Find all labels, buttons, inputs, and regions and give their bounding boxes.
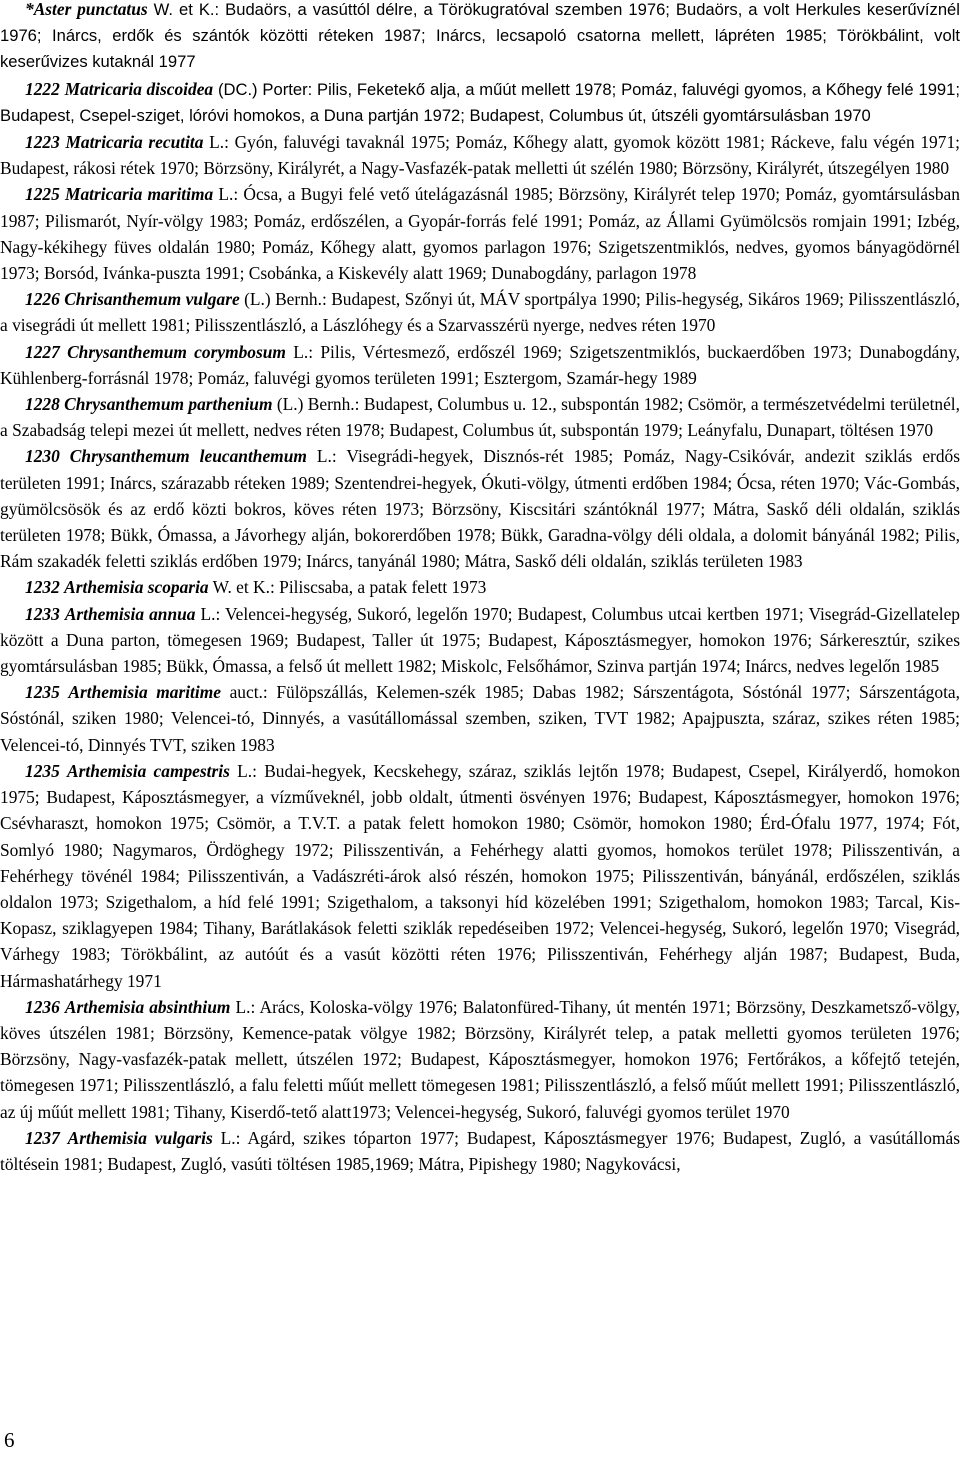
- entry-separator: :: [233, 184, 239, 205]
- entry-number: 1228: [25, 394, 60, 415]
- entry-separator: :: [250, 996, 256, 1017]
- species-author: (L.) Bernh.: [239, 289, 322, 310]
- entry-separator: :: [308, 341, 314, 362]
- entry-number: 1225: [25, 184, 60, 205]
- entry-number: 1223: [25, 132, 60, 153]
- entry-1233: [0, 601, 960, 680]
- species-author: W. et K.: [147, 0, 215, 19]
- entry-1223: [0, 129, 960, 181]
- entry-localities: Budaörs, a vasúttól délre, a Törökugratóval szemben 1976; Budaörs, a volt Herkules keserűvíznél 1976; Inárcs, erdők és szántók közötti réteken 1987; Inárcs, lecsapoló csatorna mellett, lápréten 1985; Törökbálint, volt keserűvizes kutaknál 1977: [0, 0, 960, 72]
- species-name: Chrisanthemum vulgare: [64, 289, 240, 310]
- entry-number: 1222: [25, 78, 60, 99]
- entry-1230: [0, 443, 960, 574]
- species-name: Arthemisia vulgaris: [67, 1127, 213, 1148]
- species-name: Matricaria recutita: [65, 132, 204, 153]
- entry-1226: [0, 286, 960, 338]
- species-name: Arthemisia annua: [64, 603, 196, 624]
- entry-number: 1230: [25, 446, 60, 467]
- entry-1228: [0, 391, 960, 443]
- entry-number: 1236: [25, 996, 60, 1017]
- entry-1237: [0, 1125, 960, 1177]
- species-name: Arthemisia absinthium: [64, 996, 231, 1017]
- entry-separator: :: [252, 760, 257, 781]
- entry-number: 1233: [25, 603, 60, 624]
- entry-localities: Budapest, Columbus u. 12., subspontán 1982; Csömör, a természetvédelmi területnél, a Szabadság telepi mezei út mellett, nedves réten 1978; Budapest, Columbus út, subspontán 1979; Leányfalu, Dunapart, töltésen 1970: [0, 394, 960, 441]
- species-name: Arthemisia maritime: [68, 682, 221, 703]
- species-author: L.: [213, 184, 234, 205]
- species-author: L.: [203, 132, 225, 153]
- entry-separator: :: [262, 682, 268, 703]
- species-name: Chrysanthemum leucanthemum: [69, 446, 307, 467]
- entry-number: 1237: [25, 1127, 60, 1148]
- species-name: Arthemisia campestris: [67, 760, 230, 781]
- entry-1235-campestris: [0, 758, 960, 994]
- species-author: L.: [229, 760, 253, 781]
- entry-localities: Budapest, Szőnyi út, MÁV sportpálya 1990; Pilis-hegység, Sikáros 1969; Pilisszentlászló, a visegrádi út mellett 1981; Pilisszentlászló, a Lászlóhegy és a Szarvasszérü nyerge, nedves réten 1970: [0, 289, 960, 336]
- species-author: L.: [230, 996, 251, 1017]
- entry-1222: [0, 76, 960, 129]
- entry-localities: Agárd, szikes tóparton 1977; Budapest, Káposztásmegyer 1976; Budapest, Zugló, a vasútállomás töltésein 1981; Budapest, Zugló, vasúti töltésen 1985,1969; Mátra, Pipishegy 1980; Nagykovácsi,: [0, 1127, 960, 1174]
- entry-localities: Arács, Koloska-völgy 1976; Balatonfüred-Tihany, út mentén 1971; Börzsöny, Deszkametsző-völgy, köves útszélen 1981; Börzsöny, Kemence-patak völgye 1982; Börzsöny, Királyrét telep, a patak melletti gyomos területen 1976; Börzsöny, Nagy-vasfazék-patak mellett, útszélen 1972; Budapest, Káposztásmegyer, homokon 1976; Fertőrákos, a kőfejtő tetején, tömegesen 1971; Pilisszentlászló, a falu feletti műút mellett tömegesen 1981; Pilisszentlászló, a felső műút mellett 1991; Pilisszentlászló, az új műút mellett 1981; Tihany, Kiserdő-tető alatt1973; Velencei-hegység, Sukoró, faluvégi gyomos terület 1970: [0, 996, 960, 1122]
- species-author: (DC.): [213, 79, 258, 99]
- entry-1225: [0, 181, 960, 286]
- page-number: 6: [4, 1428, 15, 1452]
- entry-separator: :: [214, 0, 220, 19]
- entry-localities: Fülöpszállás, Kelemen-szék 1985; Dabas 1982; Sárszentágota, Sóstónál 1977; Sárszentágota, Sóstónál, sziken 1980; Velencei-tó, Dinnyés, a vasútállomással szemben, sziken, TVT 1982; Apajpuszta, száraz, szikes réten 1985; Velencei-tó, Dinnyés TVT, sziken 1983: [0, 682, 960, 755]
- entry-number: 1235: [25, 682, 60, 703]
- entry-aster-punctatus: [0, 0, 960, 76]
- entry-localities: Piliscsaba, a patak felett 1973: [274, 577, 487, 598]
- entry-separator: :: [331, 446, 337, 467]
- species-author: L.: [285, 341, 309, 362]
- entry-separator: :: [269, 577, 275, 598]
- entry-localities: Budai-hegyek, Kecskehegy, száraz, sziklás lejtőn 1978; Budapest, Csepel, Királyerdő, homokon 1975; Budapest, Káposztásmegyer, a vízműveknél, jobb oldalt, útmenti ösvényen 1976; Budapest, Káposztásmegyer, homokon 1976; Csévharaszt, homokon 1975; Csömör, a T.V.T. a patak felett homokon 1980; Csömör, homokon 1980; Érd-Ófalu 1977, 1974; Fót, Somlyó 1980; Nagymaros, Ördöghegy 1972; Pilisszentiván, a Fehérhegy alatti gyomos, homokos terület 1978; Pilisszentiván, a Fehérhegy tövénél 1984; Pilisszentiván, a Vadászréti-árok alsó részén, homokon 1975; Pilisszentiván, bányánál, erdőszélen, sziklás oldalon 1973; Szigethalom, a híd felé 1991; Szigethalom, a taksonyi híd közelében 1991; Szigethalom, homokon 1983; Tarcal, Kis-Kopasz, sziklagyepen 1984; Tihany, Barátlakások feletti sziklák repedéseiben 1972; Velencei-hegység, Sukoró, legelőn 1970; Visegrád, Várhegy 1983; Törökbálint, az autóút és a vasút közötti réten 1976; Pilisszentiván, Fehérhegy alján 1987; Budapest, Buda, Hármashatárhegy 1971: [0, 760, 960, 991]
- species-author: L.: [212, 1127, 236, 1148]
- entry-localities: Visegrádi-hegyek, Disznós-rét 1985; Pomáz, Nagy-Csikóvár, andezit sziklás erdős területen 1991; Inárcs, szárazabb réteken 1989; Szentendrei-hegyek, Ókuti-völgy, útmenti erdőben 1984; Ócsa, réten 1970; Vác-Gombás, gyümölcsösök és az erdő közti bokros, köves réten 1973; Börzsöny, Kiscsitári szántóknál 1977; Mátra, Saskő déli oldalán, sziklás területen 1978; Bükk, Ómassa, a Jávorhegy alján, bokorerdőben 1978; Bükk, Garadna-völgy déli oldala, a dolomit bányánál 1982; Pilis, Rám szakadék feletti sziklás erdőben 1979; Inárcs, tanyánál 1980; Mátra, Saskő déli oldalán, sziklás területen 1983: [0, 446, 960, 572]
- entry-localities: Ócsa, a Bugyi felé vető útelágazásnál 1985; Börzsöny, Királyrét telep 1970; Pomáz, gyomtársulásban 1987; Pilismarót, Nyír-völgy 1983; Pomáz, erdőszélen, a Gyopár-forrás felé 1991; Pomáz, az Állami Gyümölcsös romjain 1991; Izbég, Nagy-kékihegy füves oldalán 1980; Pomáz, Kőhegy alatt, gyomos parlagon 1976; Szigetszentmiklós, nedves, gyomos bányagödörnél 1973; Borsód, Ivánka-puszta 1991; Csobánka, a Kiskevély alatt 1969; Dunabogdány, parlagon 1978: [0, 184, 960, 284]
- entry-1235-maritime: [0, 679, 960, 758]
- species-author: L.: [306, 446, 332, 467]
- entry-localities: Pilis, Vértesmező, erdőszél 1969; Szigetszentmiklós, buckaerdőben 1973; Dunabogdány, Kühlenberg-forrásnál 1978; Pomáz, faluvégi gyomos területen 1991; Esztergom, Szamár-hegy 1989: [0, 341, 960, 388]
- entry-separator: :: [235, 1127, 241, 1148]
- species-author: W. et K.: [208, 577, 270, 598]
- entry-number: 1235: [25, 760, 60, 781]
- species-name: Chrysanthemum corymbosum: [67, 341, 286, 362]
- entry-separator: :: [224, 132, 229, 153]
- entry-separator: :: [354, 394, 360, 415]
- entry-1232: [0, 574, 960, 600]
- species-name: Matricaria discoidea: [64, 78, 214, 99]
- entry-1227: [0, 339, 960, 391]
- species-name: Chrysanthemum parthenium: [64, 394, 273, 415]
- entry-localities: Gyón, faluvégi tavaknál 1975; Pomáz, Kőhegy alatt, gyomok között 1981; Ráckeve, falu végén 1971; Budapest, rákosi rétek 1970; Börzsöny, Királyrét, a Nagy-Vasfazék-patak melletti út szélén 1980; Börzsöny, Királyrét, útszegélyen 1980: [0, 132, 960, 179]
- entry-localities: Porter: Pilis, Feketekő alja, a műút mellett 1978; Pomáz, faluvégi gyomos, a Kőhegy felé 1991; Budapest, Csepel-sziget, lóróvi homokos, a Duna partján 1972; Budapest, Columbus út, útszéli gyomtársulásban 1970: [0, 79, 960, 125]
- entry-separator: :: [321, 289, 327, 310]
- species-name: Matricaria maritima: [64, 184, 214, 205]
- species-author: (L.) Bernh.: [272, 394, 355, 415]
- species-author: L.: [195, 603, 216, 624]
- entry-number: 1226: [25, 289, 60, 310]
- entry-localities: Velencei-hegység, Sukoró, legelőn 1970; Budapest, Columbus utcai kertben 1971; Visegrád-Gizellatelep között a Duna parton, tömegesen 1969; Budapest, Taller út 1975; Budapest, Káposztásmegyer, homokon 1976; Sárkeresztúr, szikes gyomtársulásban 1985; Bükk, Ómassa, a felső út mellett 1982; Miskolc, Felsőhámor, Szinva partján 1974; Inárcs, nedves legelőn 1985: [0, 603, 960, 677]
- species-name: *Aster punctatus: [25, 0, 148, 19]
- species-author: auct.: [220, 682, 263, 703]
- entry-number: 1227: [25, 341, 60, 362]
- entry-1236: [0, 994, 960, 1125]
- entry-separator: :: [215, 603, 221, 624]
- species-name: Arthemisia scoparia: [64, 577, 209, 598]
- entry-number: 1232: [25, 577, 60, 598]
